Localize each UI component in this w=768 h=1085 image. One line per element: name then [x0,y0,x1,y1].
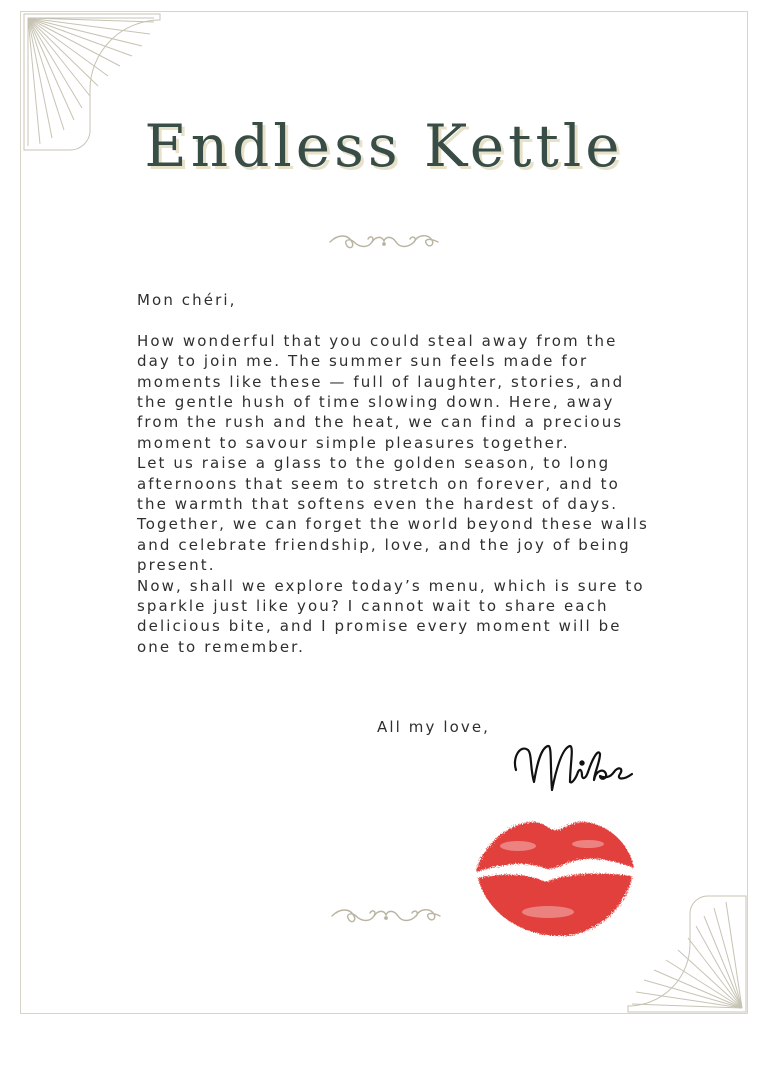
paragraph: How wonderful that you could steal away from the day to join me. The summer sun feels made for moments like these — full of laughter, stories, and the gentle hush of time slowing down. Here, away from the rush and the heat, we can find a precious moment to savour simple pleasures together. [137,331,625,452]
art-deco-fan-icon [626,894,748,1014]
handwritten-signature [510,730,640,800]
lipstick-kiss-icon [468,812,640,944]
closing-line: All my love, [377,718,491,736]
paragraph: Now, shall we explore today’s menu, which is sure to sparkle just like you? I cannot wait to share each delicious bite, and I promise every moment will be one to remember. [137,576,645,656]
scroll-flourish-icon [328,230,440,252]
scroll-flourish-icon [330,904,442,926]
letter-body [137,290,657,657]
salutation: Mon chéri, [137,291,237,309]
letter-title: Endless Kettle [144,112,624,180]
paragraph: Let us raise a glass to the golden season, to long afternoons that seem to stretch on forever, and to the warmth that softens even the hardest of days. Together, we can forget the world beyond these walls and celebrate friendship, love, and the joy of being present. [137,454,649,575]
